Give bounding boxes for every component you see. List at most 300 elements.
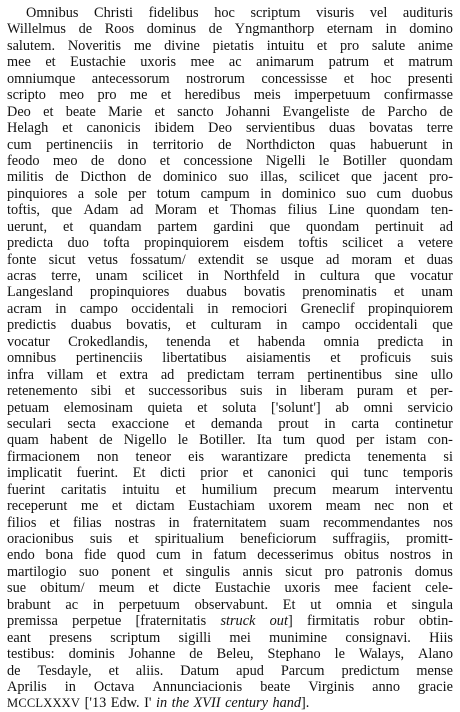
word: Eustachiam [188,498,255,515]
word: nostrorum [186,70,245,87]
word: ad [160,366,175,383]
word: habuerunt [370,136,428,153]
word: et [49,514,60,531]
word: dominico [281,185,336,202]
word: omni [363,399,393,416]
word: moram [351,251,393,268]
word: de [361,103,376,120]
word: predictum [341,662,400,679]
text-line [7,564,453,580]
word: vel [369,5,388,21]
word: prout [278,415,309,432]
italic-word: hand [272,695,302,712]
word: eant [7,629,31,646]
word: propinquiorem [144,235,230,252]
text-line [7,21,453,37]
word: in [55,300,67,317]
word: fuerint. [76,465,119,482]
word: et [62,120,73,137]
word: et [406,383,417,400]
word: bovatis, [126,317,171,334]
word: filios [7,514,37,531]
word: heredibus [184,87,241,104]
word: Nigello [123,432,167,449]
word: endo [7,547,35,564]
word: duabus [186,284,227,301]
word: predicta [377,333,424,350]
word: Ita [256,432,272,449]
word: et [154,103,165,120]
word: duas [328,120,356,137]
word: pro [324,563,344,580]
word: warantizare [221,448,288,465]
word: pertinenciis [46,136,113,153]
charter-text [7,5,453,712]
word: hoc [214,5,235,21]
word: ponent [111,563,151,580]
word: in [275,383,287,400]
word: cele- [425,580,453,597]
text-line [7,465,453,481]
text-line [7,38,453,54]
word: Omnibus [26,5,79,21]
word: sibi [90,383,112,400]
word: in [207,300,219,317]
word: si [443,448,453,465]
word: patrum [328,54,370,71]
word: pertinuit [375,218,424,235]
word: villam [46,366,84,383]
word: quam [7,432,39,449]
word: ['13 [84,695,107,712]
word: presens [49,629,92,646]
word: singulis [185,563,231,580]
word: intuitu [122,481,160,498]
word: mearum [332,481,379,498]
word: exaccione [111,415,169,432]
word: le [318,152,330,169]
word: et [242,465,253,482]
word: mee [334,580,359,597]
word: istam [385,432,417,449]
word: liberam [299,383,344,400]
text-line [7,695,453,711]
word: humilium [201,481,258,498]
word: duo [67,235,89,252]
word: Eustachie [214,580,271,597]
word: me [133,37,152,54]
word: quondam [306,218,360,235]
word: terre, [51,268,81,284]
word: Christi [94,5,133,21]
word: elemosinam [63,399,133,416]
text-line [7,71,453,87]
word: ['solunt'] [271,399,321,416]
word: successoribus [148,383,227,400]
word: se [256,251,269,268]
word: de [218,136,232,153]
word: confirmasse [383,87,453,104]
word: habenda [257,333,306,350]
text-line [7,531,453,547]
text-line [7,252,453,268]
word: Deo [208,120,232,137]
word: Et [132,465,146,482]
word: imperpetuum [294,87,371,104]
word: servicio [407,399,453,416]
word: eternam [326,21,373,38]
word: tunc [363,465,389,482]
text-line [7,367,453,383]
text-line [7,153,453,169]
word: quandam [89,218,142,235]
word: gardini [213,218,254,235]
word: premissa [7,613,58,630]
text-line [7,5,453,21]
word: brabunt [7,596,51,613]
word: uxorem [268,498,313,515]
word: Et [282,596,296,613]
word: filius [287,202,318,219]
word: Aprilis [7,678,47,695]
italic-word: struck [220,613,256,630]
word: in [197,268,209,284]
word: in [324,415,336,432]
word: que [432,317,453,334]
word: Botiller [342,152,387,169]
word: predictis [7,317,57,334]
word: dicti [160,465,186,482]
word: tofta [103,235,130,252]
word: ] [287,613,293,630]
word: fraternitatem [192,514,267,531]
text-line [7,383,453,399]
word [270,613,293,629]
word: le [334,646,345,663]
word: pro- [429,169,453,186]
word: vetus [87,251,118,268]
word: ut [310,596,322,613]
word: et [184,415,196,432]
text-line [7,317,453,333]
word: suis [89,531,113,547]
word: jacent [383,169,418,186]
word: sicut [48,251,76,268]
word: concessisse [261,70,328,87]
word: toftis, [7,202,40,219]
word: fatum [213,547,247,564]
word: pertinentibus [307,366,382,383]
word: salutem. [7,37,56,54]
small-caps-word: MCCLXXXV [7,696,81,711]
word: Helagh [7,120,49,137]
word: servientibus [245,120,316,137]
word: Yngmanthorp [234,21,315,38]
word: campum [200,185,250,202]
word: Johanne [128,646,176,663]
word: in [385,21,397,38]
word: seculari [7,415,52,432]
word: et [43,103,54,120]
word: omnia [336,596,372,613]
word: fossatum/ [130,251,186,268]
word: in [92,596,104,613]
text-line [7,284,453,300]
word: Dicthon [80,169,127,186]
text-line [7,498,453,514]
word: caritatis [61,481,107,498]
word: militis [7,169,44,186]
word: soluta [222,399,257,416]
word: que [351,169,372,186]
word: scripto [7,87,46,104]
word: martilogio [7,563,67,580]
word: spiritualium [154,531,224,547]
word: Alano [418,646,453,663]
text-line [7,219,453,235]
word: Johanni [225,103,271,120]
word: scriptum [110,629,161,646]
word: mee [190,54,215,71]
text-line [7,597,453,613]
word: ab [335,399,349,416]
word: obitum/ [40,580,85,597]
word: Evangeliste [282,103,350,120]
word: in [441,136,453,153]
text-line [7,515,453,531]
word: scilicet [299,169,340,186]
text-line [7,613,453,629]
word: de [90,152,105,169]
text-line [7,416,453,432]
word: in [127,136,139,153]
word: quondam [366,202,420,219]
word: Octava [93,678,135,695]
word: et [330,350,341,367]
word: fuerint [7,481,46,498]
word: de [439,103,453,120]
word: anime [418,37,453,54]
word: precum [273,481,317,498]
word: filias [73,514,102,531]
word: cum [7,136,32,153]
word: mei [229,629,251,646]
word: dominus [146,21,197,38]
word: beate [260,678,291,695]
word: recommendantes [323,514,420,531]
word: cum [376,185,402,202]
word: vetere [418,235,453,252]
word: vocatur [410,268,453,284]
word: meo [59,87,84,104]
word: de [208,21,223,38]
word: ac [228,54,242,71]
text-line [7,482,453,498]
word: me [80,498,99,515]
text-line [7,580,453,596]
word: antecessorum [91,70,170,87]
word: con- [427,432,453,449]
word: suo [346,185,367,202]
word: anno [372,678,400,695]
word: consignavi. [345,629,411,646]
word: decesserimus [257,547,334,564]
word: audituris [402,5,453,21]
word: perpetue [72,613,122,630]
word: Beleu, [216,646,254,663]
word: et [175,481,186,498]
word: bovatis [243,284,286,301]
word: illas, [260,169,288,186]
word: acram [7,300,42,317]
word: uxoris [284,580,321,597]
word: sancto [177,103,214,120]
word: omnia [323,333,360,350]
word: ]. [301,695,310,712]
word: Northdicton [245,136,316,153]
word: in [64,678,76,695]
word: in [441,547,453,564]
word: teneor [135,448,172,465]
word: et [386,596,397,613]
word: dicte [172,580,201,597]
word: quas [329,136,356,153]
word: terram [257,366,295,383]
word: suo [79,563,99,580]
word: meam [325,498,361,515]
word: Marie [108,103,143,120]
word: Eustachie [70,54,126,71]
word: et [96,366,107,383]
word: de [55,169,69,186]
italic-word: XVII [193,695,221,712]
word: et [383,54,394,71]
word: Willelmus [7,21,66,38]
word: et [228,333,240,350]
word: Botiller. [199,432,246,449]
word: canonicis [86,120,141,137]
word: toftis [298,235,328,252]
italic-word: in [155,695,168,712]
word: et [148,580,159,597]
word: scilicet [342,235,383,252]
word: Tesdayle, [37,662,92,679]
word: facient [372,580,412,597]
word: territorio [152,136,204,153]
text-line [7,663,453,679]
word: Crokedlandis, [68,333,148,350]
word: me [129,87,148,104]
word: le [177,432,189,449]
word: meo [52,152,78,169]
word: occidentali [131,300,194,317]
word: temporis [402,465,453,482]
word: aliis. [135,662,164,679]
word: puram [356,383,394,400]
word: singula [411,596,453,613]
word: observabunt. [194,596,269,613]
word: vocatur [7,333,50,350]
word: concessione [183,152,253,169]
word: duabus [70,317,112,334]
word: sicut [285,563,313,580]
word: quieta [147,399,183,416]
word: Parcum [280,662,325,679]
word: et [45,54,56,71]
word: et [393,284,405,301]
word: per- [430,383,453,400]
word: petuam [7,399,50,416]
word: nostros [389,547,432,564]
word: Annunciacionis [152,678,243,695]
word: ad [439,218,453,235]
word: et [63,218,74,235]
word: propinquiorem [367,300,453,317]
italic-word: the [171,695,190,712]
word: robur [373,613,405,630]
word: occidentali [354,317,418,334]
word: mee [7,54,31,71]
word: Datum [180,662,220,679]
word: patronis [356,563,403,580]
text-line [7,120,453,136]
word: perpetuum [118,596,180,613]
word: Stephano [267,646,321,663]
word: uxoris [140,54,177,71]
word: remociori [231,300,288,317]
word: retenemento [7,383,78,400]
word: et [160,87,172,104]
word: pertinenciis [75,350,143,367]
text-line [7,301,453,317]
word: [fraternitatis [135,613,207,630]
word: Noveritis [67,37,122,54]
word: tum [282,432,306,449]
word: ullo [430,366,453,383]
word: Thomas [230,202,277,219]
text-line [7,449,453,465]
word: Northfeld [223,268,280,284]
word: suam [279,514,310,531]
text-line [7,646,453,662]
word: ad [325,251,340,268]
word: que [51,202,73,219]
word: Edw. [110,695,140,712]
word: Hiis [429,629,453,646]
word: fidelibus [148,5,199,21]
word: animarum [256,54,315,71]
text-line [7,87,453,103]
word: que [374,268,396,284]
word: prenominatis [302,284,377,301]
text-line [7,679,453,695]
word: in [260,185,272,202]
word: suis [240,383,263,400]
word: culturam [210,317,262,334]
word: bovatas [369,120,413,137]
word: apud [236,662,264,679]
word: Roos [104,21,135,38]
word: in [191,547,203,564]
word: quondam [399,152,453,169]
word: proficuis [360,350,412,367]
word: promitt- [406,531,453,547]
word: cum [156,547,181,564]
word: terre [426,120,453,137]
word: unam [95,268,128,284]
word: intuitu [266,37,305,54]
word: nos [433,514,453,531]
